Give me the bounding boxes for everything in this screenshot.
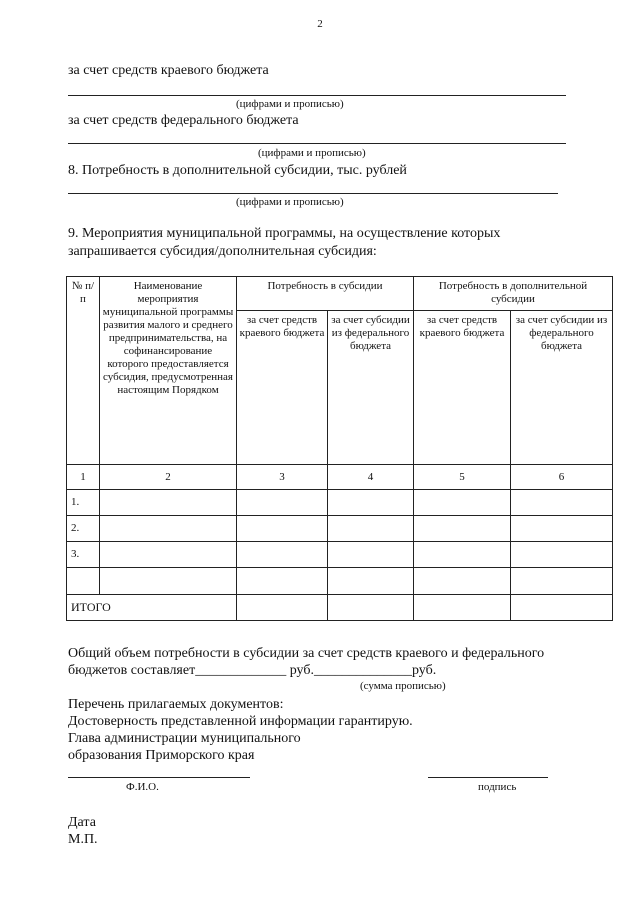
header-name: Наименование мероприятия муниципальной программы развития малого и среднего предпринимательства, на софинансирование которого предоставляется субсидия, предусмотренная настоящим Порядком (100, 277, 237, 465)
table-cell[interactable] (237, 595, 328, 621)
fio-line[interactable] (68, 777, 250, 778)
total-row (67, 595, 613, 621)
summary-line2: бюджетов составляет_____________ руб.______________руб. (68, 663, 437, 678)
item9-line1: 9. Мероприятия муниципальной программы, на осуществление которых (68, 226, 501, 241)
table-cell[interactable] (328, 542, 414, 568)
regional-hint: (цифрами и прописью) (236, 98, 344, 110)
table-cell[interactable] (414, 490, 511, 516)
col-number: 2 (100, 465, 237, 490)
table-cell[interactable] (414, 542, 511, 568)
federal-budget-label: за счет средств федерального бюджета (68, 113, 299, 128)
regional-budget-line[interactable] (68, 95, 566, 96)
header-additional: Потребность в дополнительной субсидии (414, 277, 613, 311)
col-number: 5 (414, 465, 511, 490)
federal-budget-line[interactable] (68, 143, 566, 144)
signature-line[interactable] (428, 777, 548, 778)
column-number-row (67, 465, 613, 490)
table-cell[interactable] (414, 595, 511, 621)
federal-hint: (цифрами и прописью) (258, 147, 366, 159)
table-cell[interactable] (237, 490, 328, 516)
header-regional-1: за счет средств краевого бюджета (237, 311, 328, 465)
table-cell[interactable] (328, 568, 414, 595)
table-cell[interactable] (100, 542, 237, 568)
table-row (67, 490, 613, 516)
item9-line2: запрашивается субсидия/дополнительная субсидия: (68, 244, 377, 259)
header-num: № п/п (67, 277, 100, 465)
table-row (67, 542, 613, 568)
table-cell[interactable] (328, 490, 414, 516)
summary-hint: (сумма прописью) (360, 680, 446, 692)
item8-line[interactable] (68, 193, 558, 194)
row-number: 2. (67, 516, 100, 542)
col-number: 4 (328, 465, 414, 490)
regional-budget-label: за счет средств краевого бюджета (68, 63, 269, 78)
fio-label: Ф.И.О. (126, 781, 159, 793)
col-number: 3 (237, 465, 328, 490)
table-cell[interactable] (511, 542, 613, 568)
page-number: 2 (317, 18, 323, 30)
header-need: Потребность в субсидии (237, 277, 414, 311)
summary-line1: Общий объем потребности в субсидии за счет средств краевого и федерального (68, 646, 545, 661)
guarantee-text: Достоверность представленной информации гарантирую. (68, 714, 413, 729)
header-regional-2: за счет средств краевого бюджета (414, 311, 511, 465)
table-cell[interactable] (414, 568, 511, 595)
col-number: 1 (67, 465, 100, 490)
head-title-2: образования Приморского края (68, 748, 255, 763)
header-federal-1: за счет субсидии из федерального бюджета (328, 311, 414, 465)
table-cell[interactable] (100, 568, 237, 595)
table-cell[interactable] (511, 516, 613, 542)
header-federal-2: за счет субсидии из федерального бюджета (511, 311, 613, 465)
table-cell[interactable] (414, 516, 511, 542)
attached-docs-label: Перечень прилагаемых документов: (68, 697, 284, 712)
table-cell[interactable] (237, 568, 328, 595)
table-row (67, 568, 613, 595)
table-cell[interactable] (511, 568, 613, 595)
table-cell[interactable] (328, 516, 414, 542)
stamp-label: М.П. (68, 832, 98, 847)
item8-hint: (цифрами и прописью) (236, 196, 344, 208)
row-number: 3. (67, 542, 100, 568)
date-label: Дата (68, 815, 96, 830)
table-row (67, 516, 613, 542)
signature-label: подпись (478, 781, 517, 793)
table-cell[interactable] (511, 595, 613, 621)
col-number: 6 (511, 465, 613, 490)
row-number (67, 568, 100, 595)
head-title-1: Глава администрации муниципального (68, 731, 301, 746)
table-cell[interactable] (328, 595, 414, 621)
total-label: ИТОГО (67, 595, 237, 621)
item8-label: 8. Потребность в дополнительной субсидии, тыс. рублей (68, 163, 407, 178)
table-cell[interactable] (237, 542, 328, 568)
table-cell[interactable] (511, 490, 613, 516)
table-cell[interactable] (100, 490, 237, 516)
subsidy-table (66, 276, 613, 621)
row-number: 1. (67, 490, 100, 516)
table-cell[interactable] (237, 516, 328, 542)
table-cell[interactable] (100, 516, 237, 542)
